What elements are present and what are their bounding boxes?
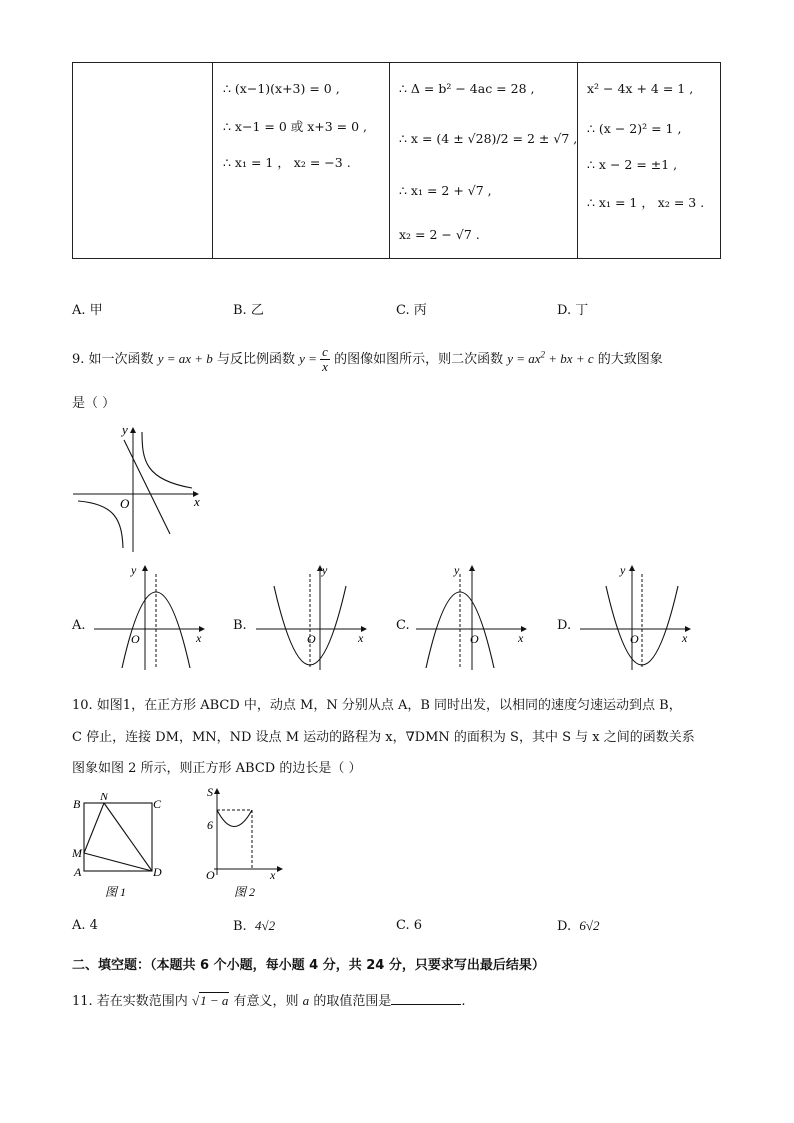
table-col2-line1: ∴ (x−1)(x+3) = 0 , [223, 81, 340, 96]
q9-option-a[interactable]: A. [72, 618, 86, 633]
six-label: 6 [207, 818, 213, 832]
q8-option-d[interactable]: D. 丁 [557, 303, 589, 318]
q9-graph-d [576, 562, 696, 672]
q9-text-1: 如一次函数 [88, 351, 154, 367]
q8-option-b[interactable]: B. 乙 [233, 303, 264, 318]
section-2-heading: 二、填空题：（本题共 6 个小题，每小题 4 分，共 24 分，只要求写出最后结果） [72, 958, 545, 973]
figure-1-label: 图 1 [105, 885, 127, 899]
q9-option-d[interactable]: D. [557, 618, 572, 633]
svg-text:y: y [454, 563, 460, 577]
q9-stem-line1 [72, 345, 663, 375]
table-col3-line1: ∴ Δ = b² − 4ac = 28 , [399, 81, 535, 96]
q9-inverse-function: y = $\frac{c}{x}$ [299, 344, 328, 375]
svg-text:y: y [131, 563, 137, 577]
table-col3-line4: x₂ = 2 − √7 . [399, 227, 480, 242]
q9-number: 9. [72, 351, 85, 367]
q9-linear-function: y = ax + b [157, 350, 213, 366]
q10-option-b[interactable]: B. 4√2 [233, 918, 276, 934]
table-col2-line3: ∴ x₁ = 1 ， x₂ = −3 . [223, 155, 351, 170]
table-divider [389, 63, 390, 258]
table-col4-line4: ∴ x₁ = 1 ， x₂ = 3 . [587, 195, 705, 210]
x-label: x [194, 494, 200, 509]
table-col3-line2: ∴ x = (4 ± √28)/2 = 2 ± √7 , [399, 131, 578, 146]
q11-radicand: 1 − a [200, 993, 229, 1008]
svg-text:O: O [470, 632, 479, 646]
q9-quadratic-function: $y = ax^2$ + bx + c [507, 349, 594, 366]
q10-option-b-value: 4√2 [254, 918, 276, 933]
table-col2-line2: ∴ x−1 = 0 或 x+3 = 0 , [223, 119, 368, 134]
point-a: A [74, 865, 82, 879]
q11-text-3: 的取值范围是 [313, 994, 392, 1009]
svg-text:x: x [518, 631, 524, 645]
table-col4-line2: ∴ (x − 2)² = 1 , [587, 121, 682, 136]
q10-stem-line2: C 停止，连接 DM，MN，ND 设点 M 运动的路程为 x，∇DMN 的面积为 S，其中 S 与 x 之间的函数关系 [72, 730, 695, 745]
q9-option-b[interactable]: B. [233, 618, 247, 633]
s-label: S [207, 785, 213, 799]
q10-stem-line1: 10. 如图1，在正方形 ABCD 中，动点 M，N 分别从点 A，B 同时出发，以相同的速度匀速运动到点 B， [72, 698, 682, 713]
segment-nd [104, 803, 152, 871]
linear-line [124, 440, 170, 534]
square-abcd [84, 803, 152, 871]
point-n: N [100, 793, 109, 803]
figure-2-label: 图 2 [234, 885, 256, 899]
point-m: M [72, 846, 82, 860]
svg-text:y: y [322, 563, 328, 577]
point-c: C [153, 797, 162, 811]
svg-text:O: O [131, 632, 140, 646]
q9-text-3: 的图像如图所示，则二次函数 [334, 351, 504, 367]
q10-option-d-value: 6√2 [579, 918, 600, 933]
table-divider [212, 63, 213, 258]
q10-figure-2 [200, 783, 290, 903]
q10-option-c[interactable]: C. 6 [396, 918, 423, 933]
q9-graph-a [90, 562, 210, 672]
q9-text-4: 的大致图象 [597, 351, 663, 367]
origin-label: O [120, 496, 130, 511]
svg-text:O: O [630, 632, 639, 646]
table-col4-line3: ∴ x − 2 = ±1 , [587, 157, 678, 172]
q8-option-a[interactable]: A. 甲 [72, 303, 103, 318]
q11-answer-blank[interactable] [391, 992, 461, 1005]
q9-text-2: 与反比例函数 [216, 351, 295, 367]
table-col3-line3: ∴ x₁ = 2 + √7 , [399, 183, 492, 198]
table-col4-line1: x² − 4x + 4 = 1 , [587, 81, 694, 96]
svg-text:x: x [682, 631, 688, 645]
svg-text:O: O [307, 632, 316, 646]
q11-text-1: 11. 若在实数范围内 [72, 994, 188, 1009]
q9-graph-b [252, 562, 372, 672]
y-label: y [122, 422, 128, 437]
area-curve [217, 810, 252, 827]
q9-option-c[interactable]: C. [396, 618, 410, 633]
point-b: B [73, 797, 81, 811]
q10-figure-1 [70, 793, 170, 903]
x-label: x [270, 868, 276, 882]
q10-stem-line3: 图象如图 2 所示，则正方形 ABCD 的边长是（ ） [72, 761, 362, 776]
svg-text:x: x [196, 631, 202, 645]
hyperbola-branch [78, 501, 123, 548]
q8-option-c[interactable]: C. 丙 [396, 303, 427, 318]
hyperbola-branch [142, 432, 192, 488]
q11-var: a [302, 993, 310, 1008]
q11-stem: 11. 若在实数范围内 √1 − a 有意义，则 a 的取值范围是 . [72, 993, 466, 1009]
q10-option-a[interactable]: A. 4 [72, 918, 98, 933]
svg-text:y: y [620, 563, 626, 577]
q9-text-5: 是（ ） [72, 396, 116, 411]
svg-text:x: x [358, 631, 364, 645]
q11-text-end: . [461, 994, 466, 1009]
origin-label: O [206, 868, 215, 882]
q10-option-d[interactable]: D. 6√2 [557, 918, 600, 934]
q11-text-2: 有意义，则 [233, 994, 299, 1009]
point-d: D [153, 865, 162, 879]
q9-graph-c [412, 562, 532, 672]
table-divider [577, 63, 578, 258]
q9-main-graph [70, 420, 210, 555]
segment-mn [84, 803, 104, 853]
solution-table [72, 62, 721, 259]
